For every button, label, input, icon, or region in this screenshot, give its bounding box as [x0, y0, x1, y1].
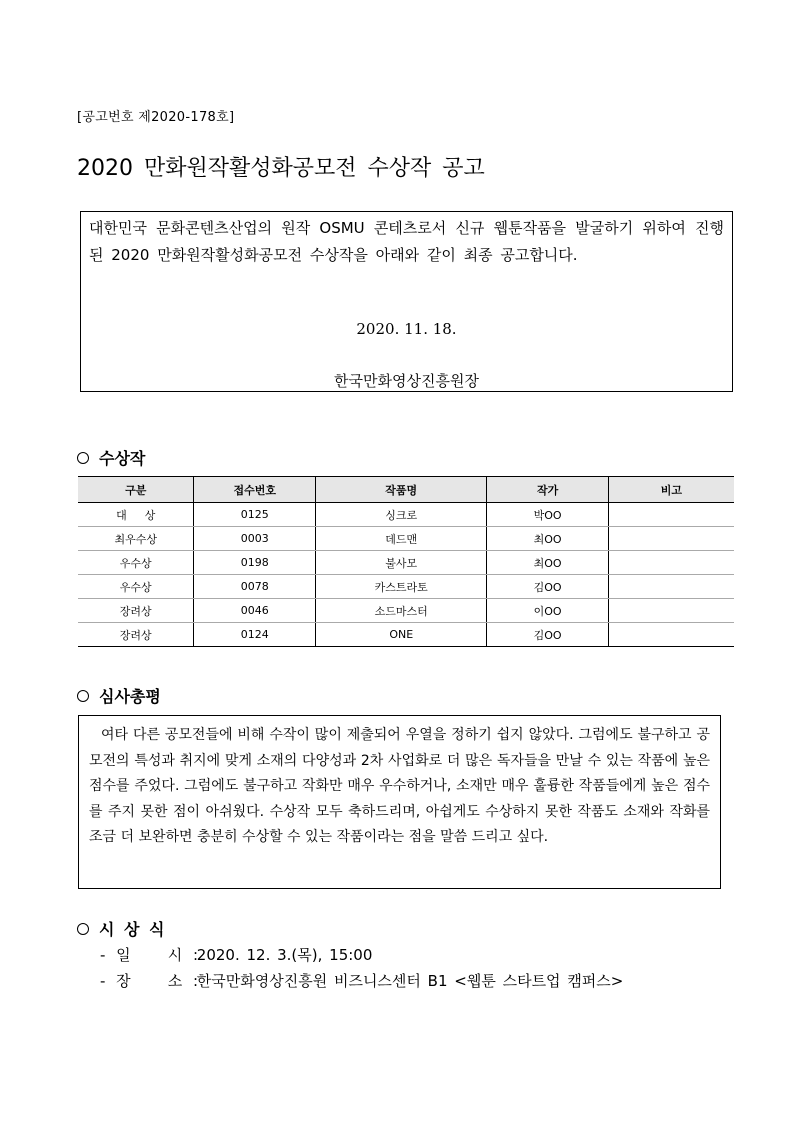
- awards-table: [78, 476, 734, 647]
- table-cell: 이OO: [487, 599, 608, 623]
- table-cell: 데드맨: [316, 527, 487, 551]
- table-cell: 우수상: [78, 551, 194, 575]
- table-cell: 장려상: [78, 623, 194, 647]
- circle-bullet-icon: [77, 690, 89, 702]
- table-cell: [608, 527, 734, 551]
- table-cell: 최우수상: [78, 527, 194, 551]
- table-cell: 0078: [194, 575, 316, 599]
- page-title: 2020 만화원작활성화공모전 수상작 공고: [77, 156, 485, 181]
- table-cell: 싱크로: [316, 503, 487, 527]
- table-cell: [78, 503, 194, 527]
- column-header: 비고: [608, 477, 734, 503]
- table-row: [78, 623, 734, 647]
- table-row: [78, 551, 734, 575]
- awards-heading: [77, 446, 145, 469]
- column-header: 접수번호: [194, 477, 316, 503]
- table-cell: 0198: [194, 551, 316, 575]
- ceremony-date-line: [100, 944, 372, 965]
- table-row: [78, 599, 734, 623]
- table-cell: 0046: [194, 599, 316, 623]
- table-cell: 김OO: [487, 575, 608, 599]
- review-heading: [77, 684, 161, 707]
- notice-number: [공고번호 제2020-178호]: [77, 110, 235, 125]
- table-row: [78, 575, 734, 599]
- table-cell: 박OO: [487, 503, 608, 527]
- ceremony-date-label: - 일 시 :: [100, 946, 201, 964]
- table-cell: 0124: [194, 623, 316, 647]
- table-row: [78, 527, 734, 551]
- table-row: [78, 503, 734, 527]
- intro-date: 2020. 11. 18.: [356, 320, 457, 338]
- circle-bullet-icon: [77, 923, 89, 935]
- table-cell: 김OO: [487, 623, 608, 647]
- ceremony-place-value: 한국만화영상진흥원 비즈니스센터 B1 <웹툰 스타트업 캠퍼스>: [196, 972, 624, 990]
- ceremony-heading-text: 시 상 식: [99, 920, 167, 939]
- table-cell: ONE: [316, 623, 487, 647]
- table-cell: 최OO: [487, 527, 608, 551]
- table-cell: [608, 599, 734, 623]
- ceremony-place-line: [100, 970, 623, 991]
- intro-body: 대한민국 문화콘텐츠산업의 원작 OSMU 콘테츠로서 신규 웹툰작품을 발굴하기 위하여 진행된 2020 만화원작활성화공모전 수상작을 아래와 같이 최종 공고합니다.: [89, 219, 724, 264]
- table-cell: 불사모: [316, 551, 487, 575]
- table-cell: [608, 503, 734, 527]
- column-header: 작품명: [316, 477, 487, 503]
- table-cell: 0125: [194, 503, 316, 527]
- circle-bullet-icon: [77, 452, 89, 464]
- table-cell: 0003: [194, 527, 316, 551]
- awards-heading-text: 수상작: [99, 449, 146, 468]
- column-header: 구분: [78, 477, 194, 503]
- review-heading-text: 심사총평: [99, 687, 161, 706]
- ceremony-place-label: - 장 소 :: [100, 972, 201, 990]
- table-cell: 카스트라토: [316, 575, 487, 599]
- review-body: 여타 다른 공모전들에 비해 수작이 많이 제출되어 우열을 정하기 쉽지 않았다. 그럼에도 불구하고 공모전의 특성과 취지에 맞게 소재의 다양성과 2차 사업화로 더 많은 독자들을 만날 수 있는 작품에 높은 점수를 주었다. 그럼에도 불구하고 작화만 매우 우수하거나, 소재만 매우 훌륭한 작품들에게 높은 점수를 주지 못한 점이 아쉬웠다. 수상작 모두 축하드리며, 아쉽게도 수상하지 못한 작품도 소재와 작화를 조금 더 보완하면 충분히 수상할 수 있는 작품이라는 점을 말씀 드리고 싶다.: [89, 727, 710, 845]
- column-header: 작가: [487, 477, 608, 503]
- ceremony-heading: [77, 917, 167, 940]
- award-grade: 대상: [116, 508, 174, 522]
- table-cell: 우수상: [78, 575, 194, 599]
- table-cell: 장려상: [78, 599, 194, 623]
- review-box: [78, 715, 721, 889]
- table-cell: 소드마스터: [316, 599, 487, 623]
- intro-box: [80, 211, 733, 392]
- table-cell: [608, 623, 734, 647]
- intro-signature: 한국만화영상진흥원장: [334, 372, 479, 390]
- ceremony-date-value: 2020. 12. 3.(목), 15:00: [196, 946, 373, 964]
- table-cell: 최OO: [487, 551, 608, 575]
- table-cell: [608, 575, 734, 599]
- table-header-row: [78, 477, 734, 503]
- table-cell: [608, 551, 734, 575]
